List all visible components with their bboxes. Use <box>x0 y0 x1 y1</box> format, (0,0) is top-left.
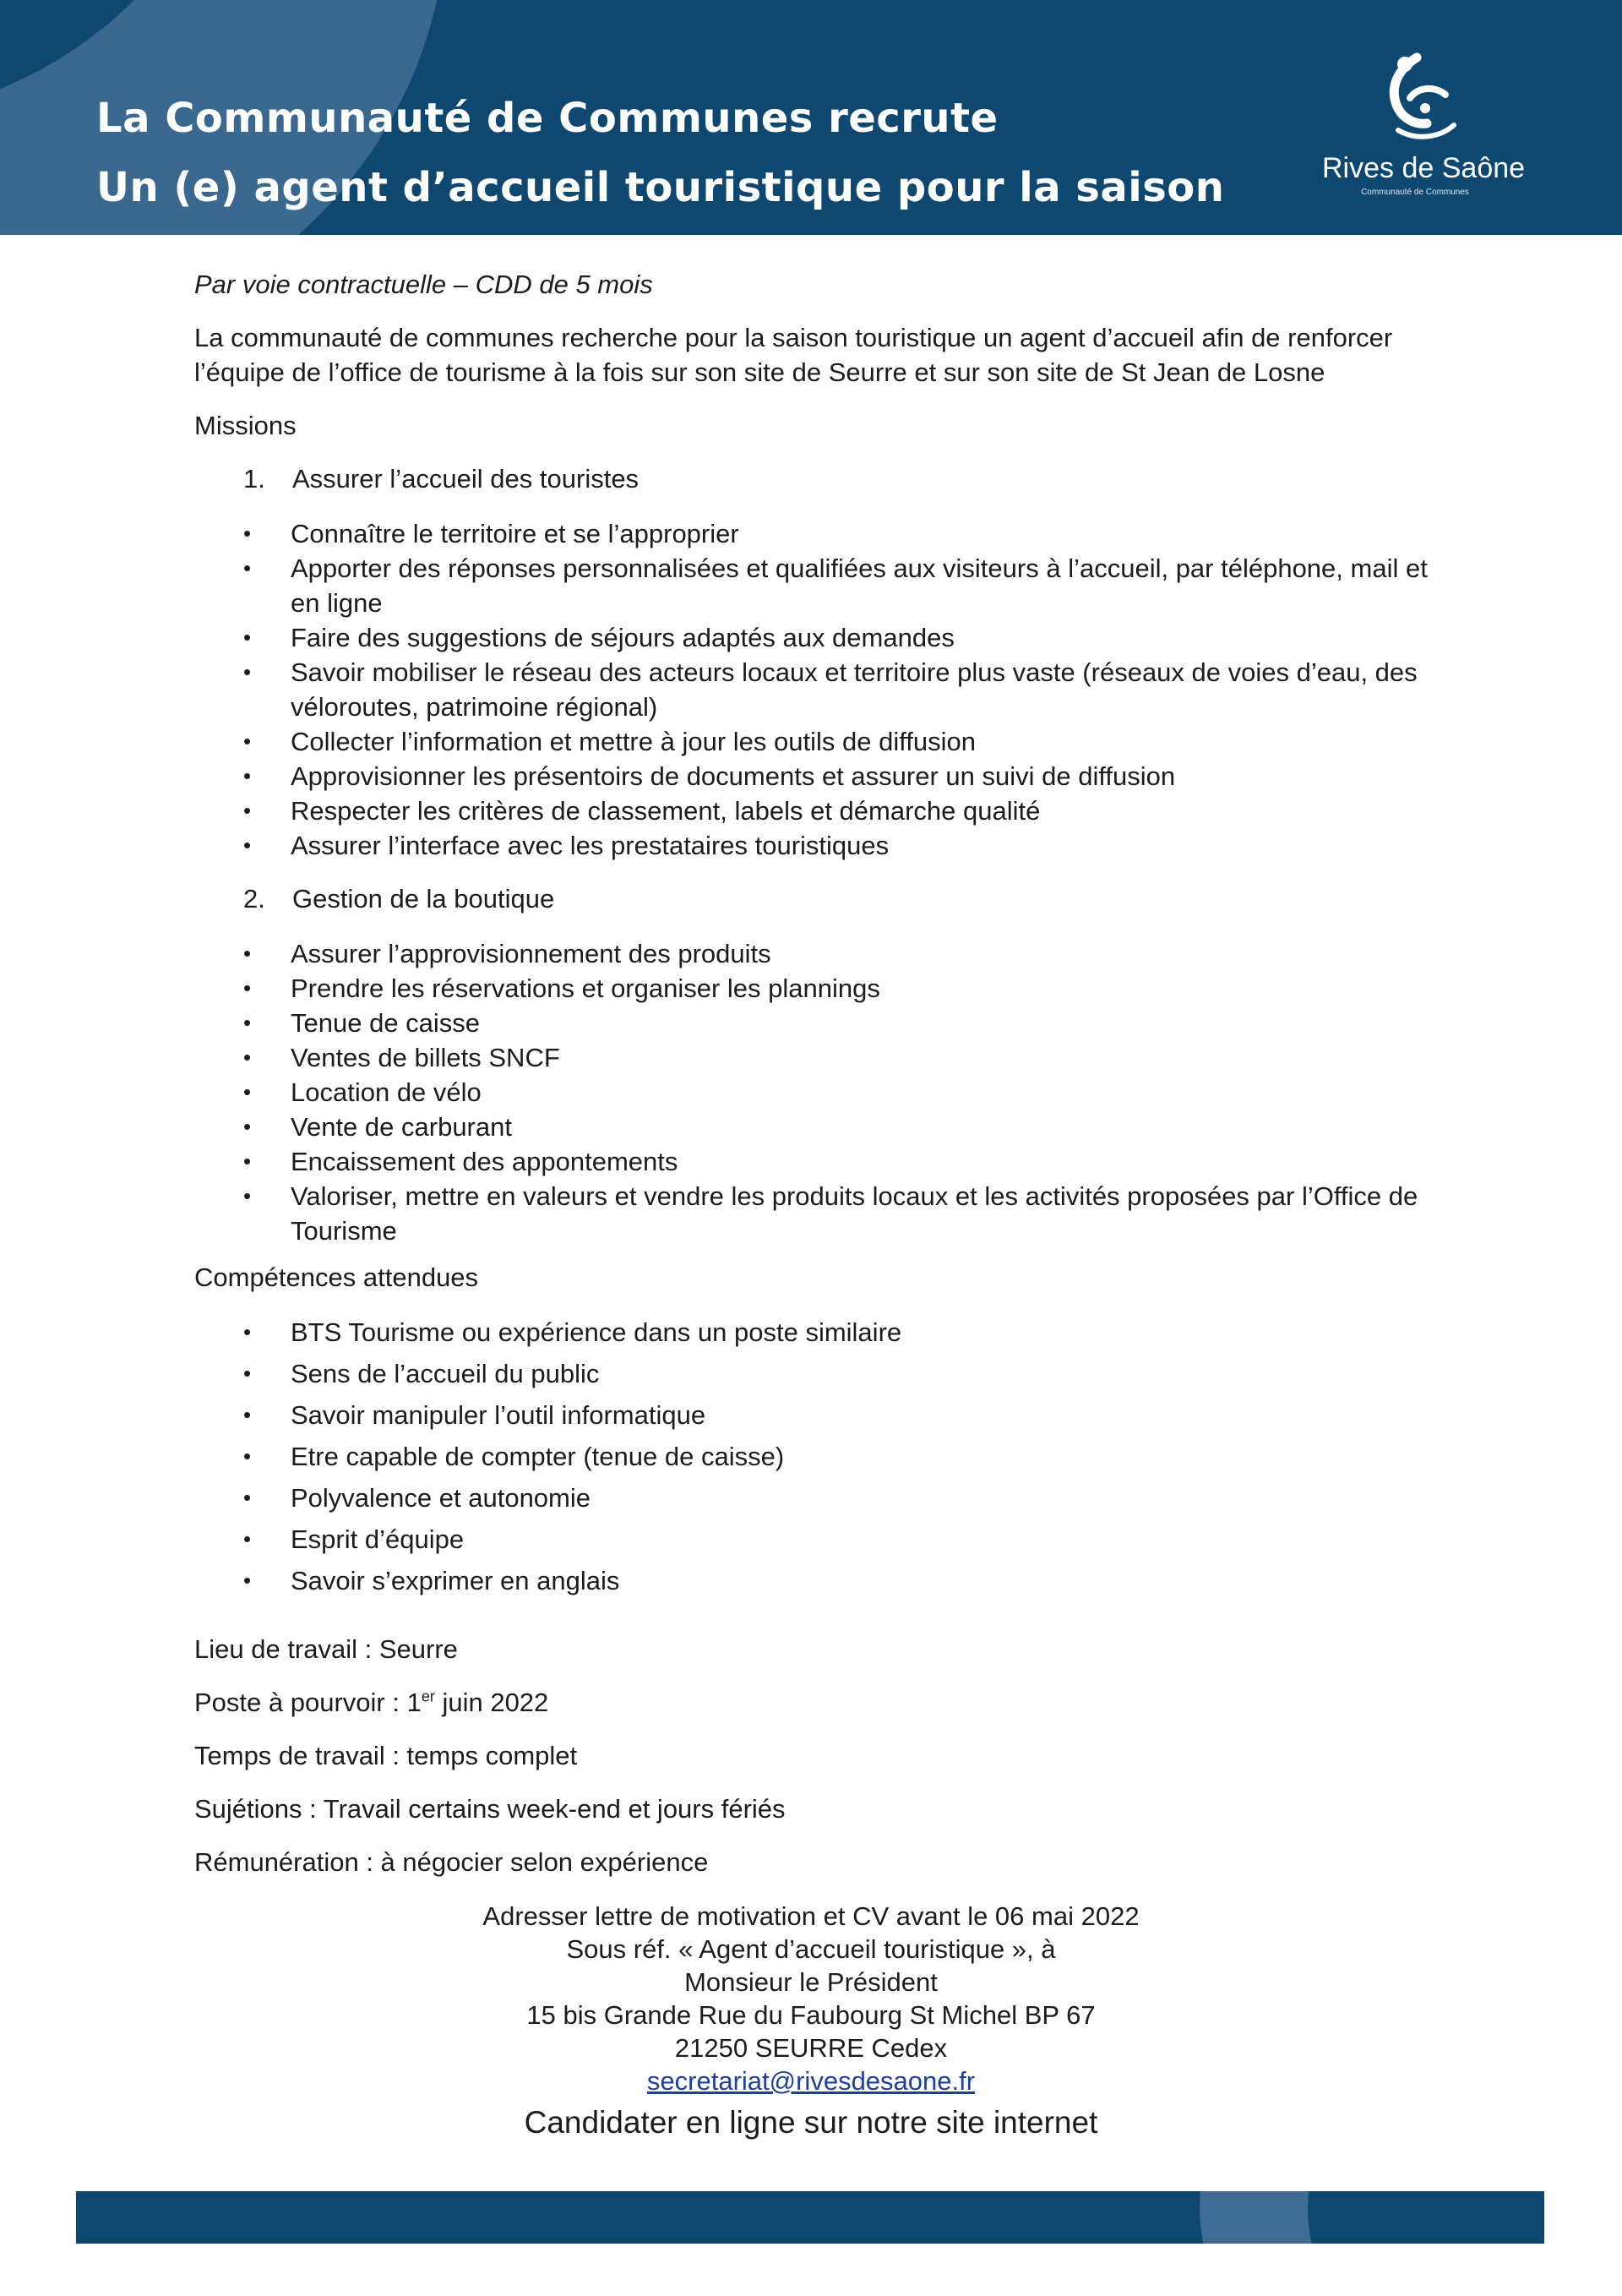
mission-section-title: Gestion de la boutique <box>292 884 555 913</box>
logo-figure-icon <box>1373 52 1466 144</box>
header-title-line2: Un (e) agent d’accueil touristique pour la saison <box>96 164 1225 211</box>
competences-heading: Compétences attendues <box>194 1263 479 1292</box>
start-date-suffix: juin 2022 <box>434 1688 549 1717</box>
mission-section-title: Assurer l’accueil des touristes <box>292 464 640 494</box>
address-line-1: Adresser lettre de motivation et CV avant le 06 mai 2022 <box>482 1901 1140 1931</box>
missions-heading: Missions <box>194 411 297 440</box>
start-date-ordinal: er <box>421 1688 435 1705</box>
apply-online-text: Candidater en ligne sur notre site internet <box>524 2105 1098 2140</box>
start-date <box>194 1685 1436 1720</box>
intro-paragraph: La communauté de communes recherche pour la saison touristique un agent d’accueil afin de renforcer l’équipe de l’office de tourisme à la fois sur son site de Seurre et sur son site de St Jean de Losne <box>194 323 1393 387</box>
header-banner <box>0 0 1622 235</box>
list-item: • Savoir manipuler l’outil informatique <box>194 1398 1436 1432</box>
rives-de-saone-logo <box>1322 52 1526 205</box>
application-address <box>194 1900 1428 2145</box>
footer-swoosh-cut <box>1308 2191 1544 2244</box>
mission-section-number: 1. <box>243 464 265 494</box>
logo-name: Rives de Saône <box>1322 152 1526 184</box>
list-item: • Respecter les critères de classement, labels et démarche qualité <box>194 794 1436 828</box>
logo-subtitle: Communauté de Communes <box>1361 188 1469 197</box>
mission-1-list <box>194 516 1436 863</box>
list-item: • Prendre les réservations et organiser les plannings <box>194 971 1436 1006</box>
address-line-3: Monsieur le Président <box>684 1967 938 1997</box>
constraints: Sujétions : Travail certains week-end et jours fériés <box>194 1794 786 1824</box>
list-item: • Polyvalence et autonomie <box>194 1481 1436 1515</box>
list-item: • Assurer l’interface avec les prestataires touristiques <box>194 828 1436 863</box>
list-item: • Apporter des réponses personnalisées et qualifiées aux visiteurs à l’accueil, par téléphone, mail et en ligne <box>194 551 1436 620</box>
work-location: Lieu de travail : Seurre <box>194 1634 458 1664</box>
list-item: • Connaître le territoire et se l’approprier <box>194 516 1436 551</box>
address-line-2: Sous réf. « Agent d’accueil touristique », à <box>566 1934 1056 1964</box>
list-item: • Location de vélo <box>194 1075 1436 1110</box>
list-item: • Assurer l’approvisionnement des produits <box>194 936 1436 971</box>
list-item: • Vente de carburant <box>194 1110 1436 1144</box>
mission-section-1-heading <box>243 461 1436 496</box>
mission-section-number: 2. <box>243 884 265 913</box>
list-item: • Savoir s’exprimer en anglais <box>194 1563 1436 1598</box>
list-item: • Faire des suggestions de séjours adaptés aux demandes <box>194 620 1436 655</box>
list-item: • Encaissement des appontements <box>194 1144 1436 1179</box>
list-item: • Etre capable de compter (tenue de caisse) <box>194 1439 1436 1474</box>
list-item: • Approvisionner les présentoirs de documents et assurer un suivi de diffusion <box>194 759 1436 794</box>
list-item: • Collecter l’information et mettre à jour les outils de diffusion <box>194 724 1436 759</box>
list-item: • Valoriser, mettre en valeurs et vendre les produits locaux et les activités proposées par l’Office de Tourisme <box>194 1179 1436 1248</box>
salary: Rémunération : à négocier selon expérience <box>194 1847 709 1877</box>
competences-list <box>194 1315 1436 1598</box>
footer-banner <box>76 2191 1544 2244</box>
start-date-prefix: Poste à pourvoir : 1 <box>194 1688 422 1717</box>
job-description <box>194 267 1436 1879</box>
list-item: • Esprit d’équipe <box>194 1522 1436 1557</box>
list-item: • Sens de l’accueil du public <box>194 1356 1436 1391</box>
list-item: • BTS Tourisme ou expérience dans un poste similaire <box>194 1315 1436 1350</box>
contract-type: Par voie contractuelle – CDD de 5 mois <box>194 270 653 299</box>
mission-2-list <box>194 936 1436 1248</box>
work-time: Temps de travail : temps complet <box>194 1741 578 1770</box>
address-line-5: 21250 SEURRE Cedex <box>674 2033 948 2063</box>
address-line-4: 15 bis Grande Rue du Faubourg St Michel BP 67 <box>526 2000 1096 2030</box>
list-item: • Ventes de billets SNCF <box>194 1040 1436 1075</box>
list-item: • Savoir mobiliser le réseau des acteurs locaux et territoire plus vaste (réseaux de voies d’eau, des véloroutes, patrimoine régional) <box>194 655 1436 724</box>
header-title-line1: La Communauté de Communes recrute <box>96 95 999 142</box>
email-link[interactable]: secretariat@rivesdesaone.fr <box>646 2066 976 2096</box>
list-item: • Tenue de caisse <box>194 1006 1436 1040</box>
mission-section-2-heading <box>243 881 1436 916</box>
